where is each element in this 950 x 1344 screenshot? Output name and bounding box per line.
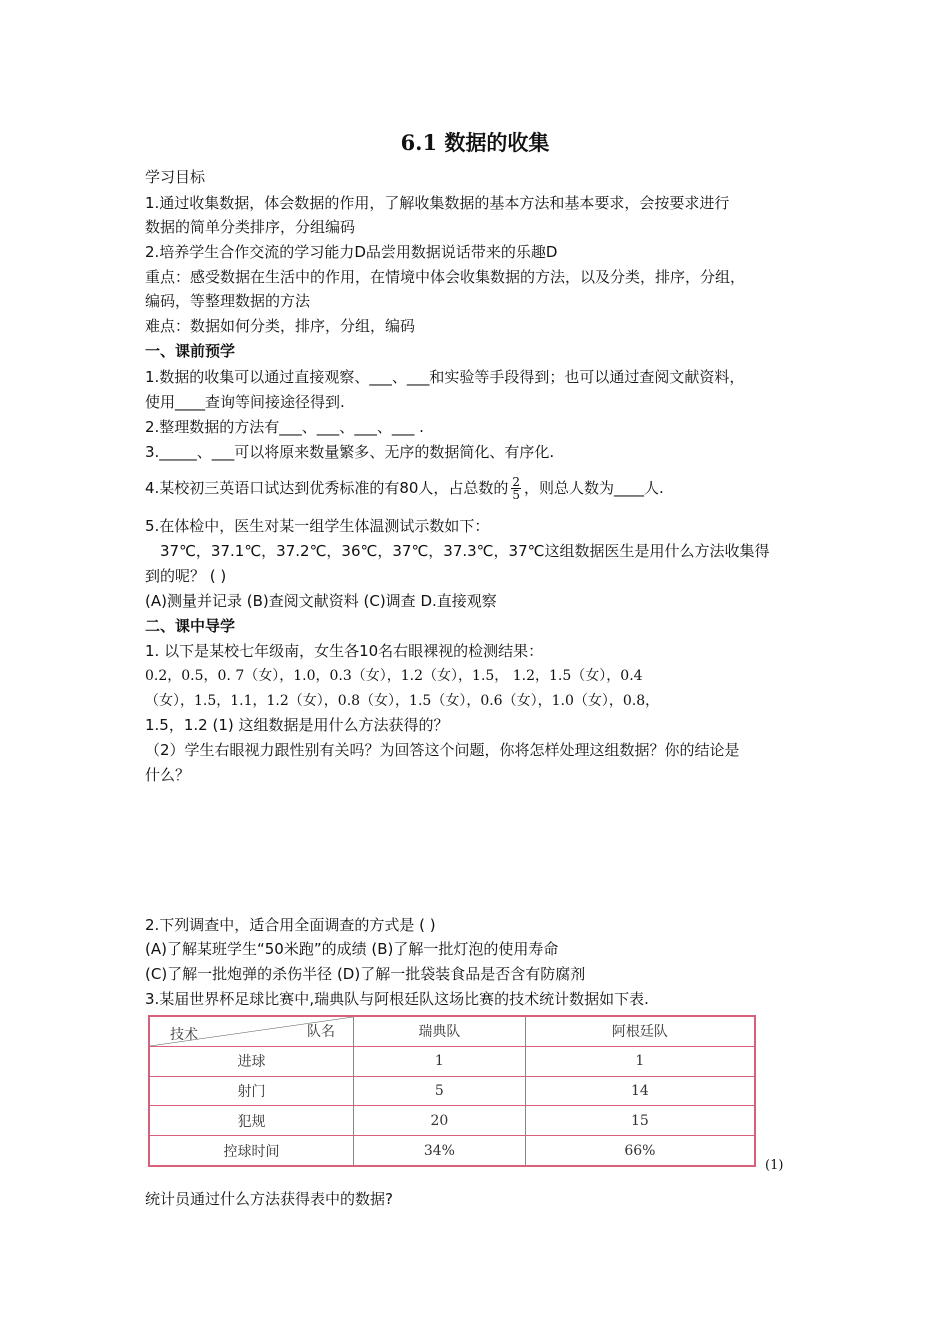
fraction [511, 476, 521, 501]
cell-argentina: 14 [525, 1076, 755, 1106]
s1-q3: 3._____、___可以将原来数量繁多、无序的数据简化、有序化. [145, 443, 555, 461]
row-label: 进球 [149, 1046, 354, 1076]
table-row [149, 1106, 755, 1136]
key-points-line-2: 编码，等整理数据的方法 [145, 292, 311, 310]
s2-q2-line-1: 2.下列调查中，适合用全面调查的方式是 ( ) [145, 916, 436, 934]
s2-q1-line-5: （2）学生右眼视力跟性别有关吗？为回答这个问题，你将怎样处理这组数据？你的结论是 [145, 741, 740, 759]
s1-q1-line-1: 1.数据的收集可以通过直接观察、___、___和实验等手段得到；也可以通过查阅文献资料， [145, 368, 745, 386]
s2-q1-line-2: 0.2，0.5，0. 7（女），1.0，0.3（女），1.2（女），1.5， 1.2，1.5（女），0.4 [145, 668, 643, 684]
cell-sweden: 20 [354, 1106, 526, 1136]
cell-argentina: 66% [525, 1136, 755, 1166]
table-row [149, 1046, 755, 1076]
row-label: 射门 [149, 1076, 354, 1106]
section1-heading: 一、课前预学 [145, 342, 236, 360]
corner-stat-label: 技术 [170, 1026, 198, 1043]
table-header-row [149, 1016, 755, 1046]
s1-q4 [145, 476, 664, 501]
cell-argentina: 1 [525, 1046, 755, 1076]
match-stats-table [148, 1015, 756, 1167]
objectives-heading: 学习目标 [145, 168, 206, 186]
objective-line-3: 2.培养学生合作交流的学习能力D品尝用数据说话带来的乐趣D [145, 243, 558, 261]
s2-q1-line-6: 什么？ [145, 766, 191, 784]
difficulty-line: 难点：数据如何分类，排序，分组，编码 [145, 317, 416, 335]
page-title: 6.1 数据的收集 [400, 130, 550, 155]
s1-q5-line-3: 到的呢？ ( ) [145, 567, 227, 585]
fraction-denominator: 5 [512, 488, 521, 502]
table-row [149, 1136, 755, 1166]
cell-sweden: 1 [354, 1046, 526, 1076]
s2-q2-line-3: (C)了解一批炮弹的杀伤半径 (D)了解一批袋装食品是否含有防腐剂 [145, 965, 586, 983]
column-header-sweden: 瑞典队 [354, 1016, 526, 1046]
s1-q2: 2.整理数据的方法有___、___、___、___ . [145, 418, 424, 436]
objective-line-2: 数据的简单分类排序，分组编码 [145, 218, 356, 236]
cell-argentina: 15 [525, 1106, 755, 1136]
s1-q5-line-1: 5.在体检中，医生对某一组学生体温测试示数如下： [145, 517, 490, 535]
s1-q5-line-2: 37℃，37.1℃，37.2℃，36℃，37℃，37.3℃，37℃这组数据医生是用什么方法收集得 [160, 542, 770, 560]
s2-q3-line-1: 3.某届世界杯足球比赛中,瑞典队与阿根廷队这场比赛的技术统计数据如下表. [145, 990, 649, 1008]
s2-q1-line-3: （女），1.5，1.1，1.2（女），0.8（女），1.5（女），0.6（女），1.0（女），0.8， [145, 693, 660, 709]
s2-q2-line-2: (A)了解某班学生“50米跑”的成绩 (B)了解一批灯泡的使用寿命 [145, 940, 559, 958]
s1-q4-after: ，则总人数为____人. [524, 479, 664, 497]
cell-sweden: 34% [354, 1136, 526, 1166]
s1-q4-before: 4.某校初三英语口试达到优秀标准的有80人，占总数的 [145, 479, 509, 497]
s2-q1-line-1: 1. 以下是某校七年级南，女生各10名右眼裸视的检测结果： [145, 642, 544, 660]
objective-line-1: 1.通过收集数据，体会数据的作用，了解收集数据的基本方法和基本要求，会按要求进行 [145, 194, 730, 212]
s2-q1-line-4: 1.5，1.2 (1) 这组数据是用什么方法获得的？ [145, 716, 449, 734]
s2-q3-line-2: 统计员通过什么方法获得表中的数据? [145, 1190, 393, 1208]
s2-q3-subquestion-marker: (1) [765, 1158, 784, 1173]
table-corner-cell [149, 1016, 354, 1046]
column-header-argentina: 阿根廷队 [525, 1016, 755, 1046]
s1-q1-line-2: 使用____查询等间接途径得到. [145, 393, 345, 411]
key-points-line-1: 重点：感受数据在生活中的作用，在情境中体会收集数据的方法，以及分类，排序，分组， [145, 268, 746, 286]
section2-heading: 二、课中导学 [145, 617, 236, 635]
fraction-numerator: 2 [512, 475, 521, 489]
cell-sweden: 5 [354, 1076, 526, 1106]
s1-q5-options: (A)测量并记录 (B)查阅文献资料 (C)调查 D.直接观察 [145, 592, 497, 610]
corner-team-label: 队名 [307, 1024, 335, 1040]
row-label: 犯规 [149, 1106, 354, 1136]
table-row [149, 1076, 755, 1106]
row-label: 控球时间 [149, 1136, 354, 1166]
